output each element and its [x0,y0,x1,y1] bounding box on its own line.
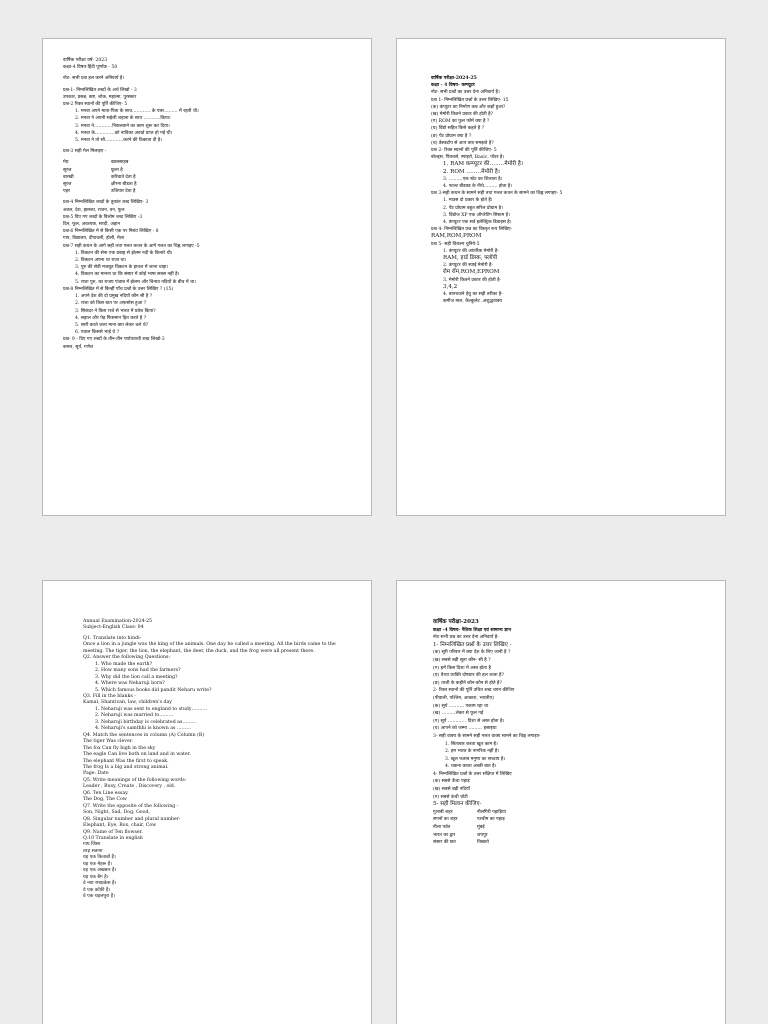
text-line: उपकार, प्रसन्न, कष्ट, शोक, महात्मा, पुरस्कार [63,94,137,100]
text-line: अवल, देश, झलका, राजन, वन, फूल [63,207,125,213]
text-line: Annual Examination-2024-25 [83,619,153,624]
text-line: The fox Can fly high in the sky [83,745,156,751]
text-line: 4- निम्नलिखित प्रश्नों के उत्तर संक्षिप्त में लिखिए [433,771,512,777]
text-line: (ग) सबसे ऊंची चोटी [433,794,468,800]
match-pair-row [63,167,363,174]
text-line: The tiger Was clever. [83,739,133,745]
text-line: (ग) हमें किस दिशा में अस्त होता है [433,665,491,671]
text-line: Q1. Translate into hindi- [83,635,142,641]
text-line: RAM,ROM,PROM [431,233,482,240]
match-right-item: जयपुर [477,832,488,838]
text-line: (क) सूरी परिवार में क्या देश के लिए जानी है ? [433,650,511,656]
text-line: Elephant, Eye, Box, chair, Cow [83,823,157,829]
match-right-item: क्षीरना बीडता है [111,182,137,188]
text-line: प्रश्न 5- सही विकल्प चुनिये-5 [431,241,480,247]
text-line: वे नया रमाप्रकेश है। [83,881,117,887]
text-line: 3. Neharuji birthday is celebrated as……… [95,719,197,725]
text-line: नोट- सभी प्रश्न हल करने अनिवार्य है। [63,76,125,82]
text-line: गाय, विद्यालय, दीपावली, होली, मेला [63,236,125,242]
match-left-item: भारत का द्वार [433,832,456,838]
text-line: 4. Where was Neharuji born? [95,681,165,687]
text-line: प्रश्न-3 सही मेल मिलाइए - [63,149,107,155]
match-pair-row [433,832,721,840]
text-line: वे एक चहलपुरा है। [83,894,115,900]
text-line: Kamal, Shantivan, law, children's day [83,700,172,706]
match-left-item: सूरज [63,182,72,188]
match-pair-row [63,174,363,181]
page-content [83,619,367,900]
text-line: 2. हम भारत के नागरिक नहीं है। [445,749,500,755]
match-right-item: पश्चीम का पहाड़ [477,817,505,823]
text-line: Q3. Fill in the blanks - [83,693,136,699]
text-line: 3. विंडोज XP एक ऑपरेटिंग सिस्टम है। [443,212,510,218]
match-right-item: तिब्बतो [477,840,489,846]
text-line: गाय जिसा [83,842,101,848]
text-line: 2. पेंट प्रोग्राम बहुत सरिल प्रोग्राम है। [443,205,503,211]
text-line: (ख) मेमोरी कितने प्रकार की होती है? [431,112,494,118]
document-page-moral-science [396,580,726,1024]
text-line: प्रश्न-7 सही कथन के आगे सही तथा गलत कथन के आगे गलत का चिह्न लगाइए -5 [63,243,200,249]
text-line: 2. कंप्यूटर की स्थाई मेमोरी है- [443,263,493,269]
text-line: Son, Night, Sad, Dog, Good, [83,810,150,816]
text-line: (क) सूर्य ………. पकाम रहा था [433,703,489,709]
text-line: 1. विकटन की सेना एक प्रबाह से झेलम नदी के किनारे थी। [75,250,173,256]
text-line: Once a lion in a jungle was the king of the animals. One day he called a meeting. All the birds came to the [83,642,336,648]
text-line: कमल, सूर्य, गणेश [63,344,94,350]
match-pair-row [433,809,721,817]
text-line: (क) सबसे ऊँचा पहाड़ [433,779,470,785]
text-line: कक्षा - 4 विषय- कम्प्यूटर [431,83,475,89]
text-line: (च) डेस्कटॉप से आप क्या समझते है? [431,140,494,146]
text-line: 1. Neharuji was sent to england to study………. [95,706,208,712]
match-pair-row [433,839,721,847]
text-line: प्रश्न 2- रिक्त स्थानों की पूर्ति कीजिए- 5 [431,148,497,154]
text-line: कक्षा -4 विषय- नैतिक शिक्षा एवं सामान्य ज्ञान [433,627,511,633]
text-line: यह एक किताबों है। [83,855,116,861]
text-line: Q5. Write meanings of the following words- [83,777,187,783]
text-line: 2- रिक्त स्थानों की पूर्ति उचित शब्द चयन कीजिए [433,688,515,694]
text-line: 1. सिताबार करता खूत काम है। [445,741,498,747]
page-content [63,57,363,351]
text-line: Q8. Singular number and plural number- [83,816,181,822]
text-line: 3. ………एक स्टेट का शिलाता है। [443,176,503,182]
match-right-item: करिवाते देता है [111,174,136,180]
text-line: 2. How many sons had the farmers? [95,668,181,674]
text-line: कक्षा-4 विषय-हिंदी पूर्णांक - 50 [63,65,118,71]
text-line: Q4. Match the sentences in column (A) Column (B) [83,732,205,738]
text-line: 3. खूल फताब मनुष्य का सच्चाय है। [445,756,506,762]
text-line: 1- निम्नलिखित प्रश्नों के उत्तर लिखिए - [433,641,512,648]
match-left-item: नीला पर्वत [433,825,451,831]
text-line: (घ) विंडो सहित किसे कहते है ? [431,126,485,132]
text-line: 2. Neharuji was married to……… [95,713,174,719]
text-line: (घ) आपने को जम्मा ……… हसाइया [433,726,497,732]
text-line: 4. Neharuji's samthhi is known as ……… [95,726,191,732]
text-line: (ङ) पेंट प्रोग्राम क्या है ? [431,133,472,139]
match-pair-row [433,816,721,824]
match-pair-row [63,181,363,188]
text-line: वे एक कॉफ़ी है। [83,887,111,893]
text-line: 3. सिकंदर ने किस राजे से भारत में प्रवेश किया? [75,308,156,314]
text-line: RAM, हार्ड डिस्क, फ्लॉपी [443,255,498,262]
text-line: 3. Why did the lion call a meeting? [95,674,178,680]
text-line: वह एक अखबार है। [83,868,117,874]
text-line: 4. बातचवाने हेतु का सही तरीका है- [443,292,503,298]
text-line: 5. राजा पुरु, का राजय पंजाब में झेलम और चिनाव नदियों के बीच में था। [75,279,196,285]
text-line: वार्षिक परीक्षा-2024-25 [431,76,477,81]
match-left-item: पहर [63,189,70,195]
text-line: वार्षिक परीक्षा-2023 [433,619,479,625]
text-line: प्रश्न-6 निम्नलिखित में से किसी एक पर निबंध लिखिए - 8 [63,229,159,235]
text-line: 4. कंप्यूटर एक सर्व इलेक्ट्रिक डिवाइस है। [443,220,512,226]
text-line: 1. Who made the earth? [95,661,153,667]
match-right-item: फ्रूला है [111,167,123,173]
text-line: प्रश्न-5 दिए गए शब्दों के विलोम शब्द लिखिए -3 [63,214,143,220]
match-right-item: खालसाहब [111,160,129,166]
match-pair-row [433,824,721,832]
text-line: 4. सहाल और पेड़ फिसमान हित करते है ? [75,315,147,321]
text-line: नोट- सभी प्रश्नों का उत्तर देना अनिवार्य है। [431,90,500,96]
text-line: The frog Is a big and strong animal. [83,764,169,770]
page-content [431,75,717,306]
text-line: Q.10 Translate in english [83,835,143,841]
text-line: 2. मनवा ने अपनी सहेली शहाना के साथ ………..किया। [75,116,171,122]
text-line: 2. ROM ……..मेमोरी है। [443,168,500,175]
document-page-computer [396,38,726,516]
text-line: 5. सारी करते जला माना क्या लेकर चले थे? [75,322,149,328]
text-line: 6. पवाल किससे भाई थे ? [75,330,120,336]
text-line: प्रश्न 1- निम्नलिखित प्रश्नों के उत्तर लिखिए- 15 [431,97,509,103]
match-left-item: मेघ [63,160,69,166]
text-line: Page. Date [83,771,109,777]
text-line: 4. मनवा के………….को नाविका अवार्ड प्राप्त हो गई थी। [75,130,173,136]
text-line: 4. विकटन का मानना था कि संसार में कोई भाषा सबस नहीं है। [75,272,180,278]
match-pair-row [63,159,363,166]
text-line: (ख) ………लेकर से फूल गई [433,711,484,717]
text-line: 1. कंप्यूटर की आंतरिक मेमोरी है- [443,248,499,254]
text-line: (ख) सबसे बड़ी नदियाँ [433,787,470,793]
text-line: यह एक बैग है। [83,874,109,880]
text-line: 5- सही मिलान कीजिए- [433,801,482,808]
text-line: (ङ) धरती के कहीनें कौन-कौन से होते है? [433,680,502,686]
text-line: 3. मेमोरी कितने प्रकार की होती है- [443,277,502,283]
match-left-item: गुलाबी शहर [433,809,453,815]
text-line: (ख) सबसे बड़ी सूता कौन- सी है ? [433,657,491,663]
text-line: प्रश्न-1- निम्नलिखित शब्दों के अर्थ लिखो - 3 [63,87,137,93]
text-line: 1. अपने देश की दो प्रमुख नदियों कौन सी है ? [75,294,153,300]
text-line: 1. मनवा अपने माता-पिता के साथ………… के पास……… में रहती थी। [75,109,199,115]
text-line: रोम रॉम,ROM,EPROM [443,269,500,276]
text-line: दिन, फूल, अवश्यक, सरदी, अहान [63,222,121,228]
text-line: बोल्ड्स, पिक्चर्स, स्पाइरो, Basic, पॉवर है। [431,155,505,161]
text-line: 3. मनवा ने…………निकलवाने का काम शुरू कर दिया। [75,123,170,129]
text-line: (क) कंप्यूटर का निर्माण कब और कहाँ हुआ? [431,104,506,110]
match-pair-row [63,188,363,195]
text-line: Q7. Write the opposite of the following - [83,803,179,809]
text-line: Q6. Ten Line essay. [83,790,129,796]
match-right-item: नीलगिरी पहाड़ियां [477,809,506,815]
text-line: कमीज माल, कैल्कुलेट ,अशुद्धवाक्य [443,299,502,305]
text-line: 5. Which famous books did pandit Neharu write? [95,687,212,693]
text-line: 2. विकटन अपना था राजा था। [75,258,127,264]
text-line: 3- सही वाक्य के सामने सही गलत वाक्य सामने का चिह्न लगाइए- [433,733,541,739]
text-line: The eagle Can live both on land and in water. [83,752,191,758]
text-line: प्रश्न 3-सही कथन के सामने सही तथा गलत कथन के सामने का चिह्न लगाइए- 5 [431,191,563,197]
text-line: प्रश्न-8 निम्नलिखित में से किन्हीं पाँच प्रश्नों के उत्तर लिखिए ? (15) [63,286,174,292]
text-line: वार्षिक परीक्षा वर्ष- 2023 [63,58,108,63]
text-line: 3. पुरु की सेवी मजबूत विकटन के हाथल में जाना चाहा। [75,265,169,271]
text-line: meeting. The tiger, the lion, the elephant, the deer, the duck, and the frog were all present there. [83,648,315,654]
text-line: Subject-English Class- 04 [83,625,144,631]
match-right-item: उजियार देता है [111,189,136,195]
text-line: (पीवाली, पश्चिम, आकाश, भारतीय) [433,695,494,701]
match-left-item: सपनों का शहर [433,817,458,823]
match-right-item: मुंबई [477,825,485,831]
text-line: Leader , Busy, Create , Discovery , old. [83,784,176,790]
text-line: The Dog, The Cow [83,797,127,803]
text-line: 2. राजा को किस बात पर अफ़सोस हुआ ? [75,301,147,307]
match-left-item: बारखी [63,174,74,180]
text-line: प्रश्न- 9 - दिए गए शब्दों के तीन-तीन पर्यायवाची शब्द लिखो-3 [63,337,165,343]
text-line: तरह सताना [83,848,103,854]
match-left-item: सूरज [63,167,72,173]
text-line: 4. फाल्ट बीडवड के नीचे……… होता है। [443,184,513,190]
document-page-english [42,580,372,1024]
text-line: 3,4,2 [443,283,458,290]
text-line: Q2. Answer the following Questions: [83,655,170,661]
text-line: 1. माउस दो प्रकार के होते हैं। [443,198,493,204]
match-left-item: संसार की छत [433,840,456,846]
text-line: The elephant Was the first to speak. [83,758,169,764]
text-line: 4. चकना करता अच्छी बात है। [445,764,497,770]
text-line: 1. RAM कम्प्यूटर की……..मेमोरी है। [443,161,523,168]
text-line: Q9. Name of Ten flowser. [83,829,143,835]
text-line: नोट सभी प्रश्न का उत्तर देना अनिवार्य है- [433,635,499,641]
document-page-hindi [42,38,372,516]
text-line: यह एक मेहरू है। [83,861,113,867]
text-line: 5. मनवा ने तो सौ…………करने की ठिकाता दी है। [75,138,163,144]
text-line: (ग) सूर्य ………… दिशा से अस्त होता है। [433,718,505,724]
text-line: (ग) ROM का फुल फॉर्म क्या है ? [431,119,490,125]
page-content [433,619,721,847]
text-line: प्रश्न 4- निम्नलिखित प्रश्न का विस्तृत रूप लिखिए- [431,227,513,233]
text-line: (घ) वैध्या व्यक्ति दोषधार की हल जाता है? [433,673,504,679]
text-line: प्रश्न-4 निम्नलिखित शब्दों के तुकांत शब्द लिखिए- 3 [63,200,149,206]
text-line: प्रश्न-2 रिक्त स्थानों की पूर्ति कीजिए- 5 [63,102,128,108]
